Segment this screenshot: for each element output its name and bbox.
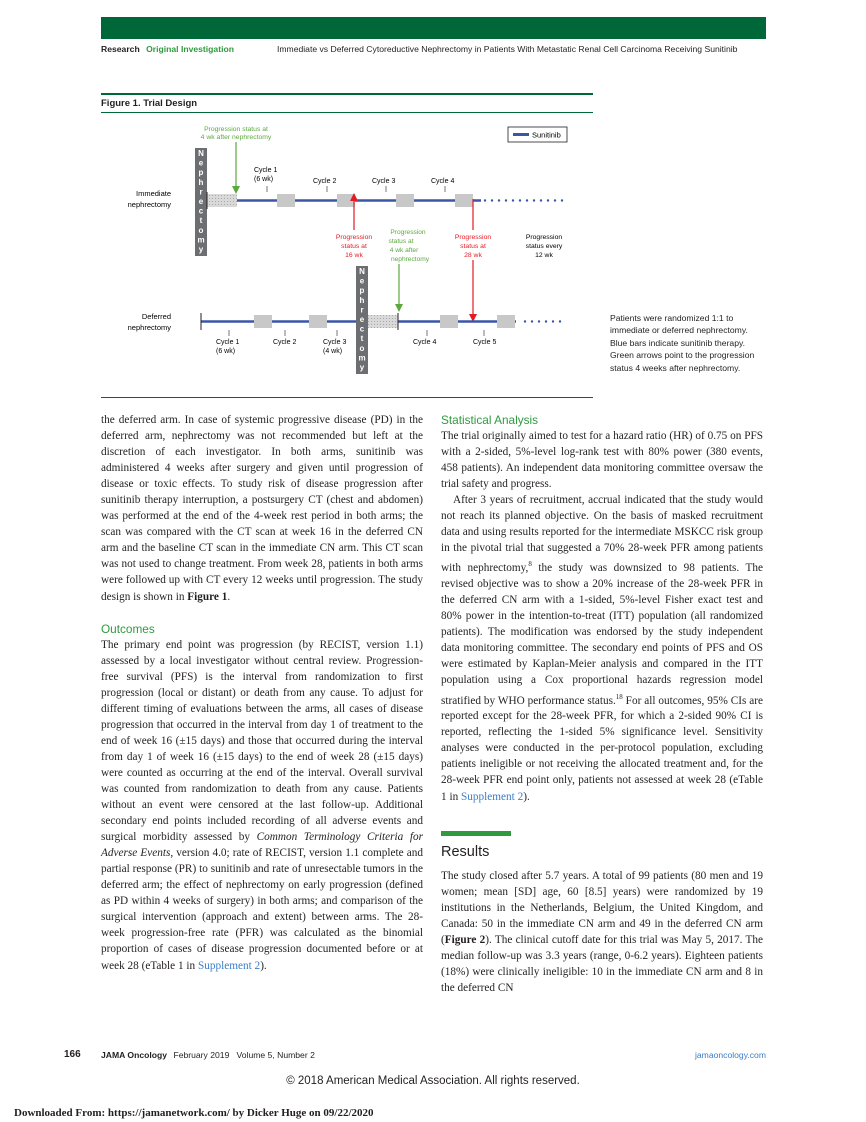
immediate-row-label-1: Immediate xyxy=(135,189,171,198)
every12-line-2: status every xyxy=(525,243,563,250)
results-heading: Results xyxy=(441,843,490,860)
nephrectomy-letter: e xyxy=(198,158,204,168)
figure-title: Figure 1. Trial Design xyxy=(101,98,198,109)
nephrectomy-letter: e xyxy=(198,197,204,206)
nephrectomy-letter: h xyxy=(198,177,204,187)
nephrectomy-letter: p xyxy=(198,168,204,178)
every12-line-1: Progression xyxy=(525,234,563,241)
deferred-cycle-2: Cycle 2 xyxy=(273,339,297,346)
immediate-cycle-2: Cycle 2 xyxy=(313,178,337,185)
copyright-notice: © 2018 American Medical Association. All rights reserved. xyxy=(286,1075,580,1087)
figure-2-ref[interactable]: Figure 2 xyxy=(444,933,486,946)
red16-line-3: 16 wk xyxy=(345,252,363,259)
immediate-row-label-2: nephrectomy xyxy=(127,200,171,209)
issue-info: February 2019 Volume 5, Number 2 xyxy=(173,1050,315,1060)
supplement-2-link[interactable]: Supplement 2 xyxy=(198,959,261,972)
page-number: 166 xyxy=(64,1049,81,1060)
immediate-break-2 xyxy=(337,194,355,207)
nephrectomy-band-deferred xyxy=(356,266,368,374)
green-mid-line-3: 4 wk after xyxy=(389,247,419,254)
immediate-cycle-1-duration: (6 wk) xyxy=(254,176,274,183)
paragraph-4: After 3 years of recruitment, accrual indicated that the study would not reach its planned objective. On the basis of masked recruitment data and using results reported for the intermediate MSKCC risk group in the pivotal trial that suggested a 70% 28-week PFR among patients with nephrectomy,$^8$ the study was downsized to 98 patients. The revised objective was to show a 20% increase of the 28-week PFR in the deferred CN arm with a 1-sided, 5%-level Fisher exact test and 80% power in the intention-to-treat (ITT) population (all randomized patients). The modification was endorsed by the study independent data monitoring committee. The secondary end points of PFS and OS were estimated by Kaplan-Meier analysis and compared in the ITT population using a Cox proportional hazards regression model stratified by WHO performance status.$^{18}$ For all outcomes, 95% CIs are reported except for the 28-week PFR, for which a 2-sided 90% CI is reported, reflecting the 1-sided 5% significance level. Sensitivity analyses were conducted in the per-protocol population, excluding patients ineligible or not receiving the allocated treatment and, for the 28-week PFR end point only, patients not assessed at week 28 (eTable 1 in Supplement 2). xyxy=(441,494,764,803)
immediate-cycle-1: Cycle 1 xyxy=(254,167,278,174)
nephrectomy-letter: r xyxy=(199,187,203,197)
top-green-label-1: Progression status at xyxy=(204,126,268,133)
deferred-cycle-3: Cycle 3 xyxy=(323,339,347,346)
subsection-label: Original Investigation xyxy=(146,44,234,54)
legend xyxy=(508,127,567,142)
deferred-cycle-3-duration: (4 wk) xyxy=(323,348,343,355)
deferred-cycle-1: Cycle 1 xyxy=(216,339,240,346)
section-label: Research xyxy=(101,44,140,54)
statistical-analysis-heading: Statistical Analysis xyxy=(441,413,539,427)
paragraph-5: The study closed after 5.7 years. A total of 99 patients (80 men and 19 women; mean [SD] age, 60 [8.5] years) were randomized by 19 institutions in the Netherlands, Belgium, the United Kingdom, and Canada: 50 in the immediate CN arm and 49 in the deferred CN arm (Figure 2). The clinical cutoff date for this trial was May 5, 2017. The median follow-up was 3.3 years (range, 0-6.2 years). Eighteen patients (18%) were clinically ineligible: 10 in the immediate CN arm and 8 in the deferred CN xyxy=(441,869,763,994)
deferred-rest-block xyxy=(368,315,398,328)
deferred-row-label-1: Deferred xyxy=(141,312,171,321)
deferred-break-2 xyxy=(309,315,327,328)
nephrectomy-letter: y xyxy=(359,363,365,372)
immediate-cycle-3: Cycle 3 xyxy=(372,178,396,185)
page-footer xyxy=(64,1049,766,1060)
nephrectomy-letter: t xyxy=(360,334,364,344)
nephrectomy-band-immediate xyxy=(195,148,207,256)
green-mid-line-2: status at xyxy=(388,238,414,245)
immediate-cycle-ticks xyxy=(267,186,445,192)
nephrectomy-letter: p xyxy=(359,286,365,296)
immediate-break-3 xyxy=(396,194,414,207)
nephrectomy-letter: c xyxy=(198,206,204,216)
nephrectomy-letter: y xyxy=(198,245,204,254)
green-mid-line-4: nephrectomy xyxy=(390,256,430,263)
nephrectomy-letter: t xyxy=(199,216,203,226)
deferred-cycle-5: Cycle 5 xyxy=(473,339,497,346)
immediate-break-1 xyxy=(277,194,295,207)
running-title: Immediate vs Deferred Cytoreductive Nephrectomy in Patients With Metastatic Renal Cell Carcinoma Receiving Sunitinib xyxy=(277,44,738,54)
right-column xyxy=(441,412,763,996)
nephrectomy-letter: o xyxy=(198,225,204,235)
red28-line-2: status at xyxy=(460,243,486,250)
outcomes-heading: Outcomes xyxy=(101,621,155,636)
journal-top-bar xyxy=(101,17,766,39)
nephrectomy-letter: c xyxy=(359,324,365,334)
supplement-2-link-2[interactable]: Supplement 2 xyxy=(461,790,524,803)
nephrectomy-letter: m xyxy=(197,235,205,245)
results-accent-bar xyxy=(441,831,511,836)
every12-line-3: 12 wk xyxy=(535,252,553,259)
left-column xyxy=(101,412,423,974)
deferred-break-3 xyxy=(440,315,458,328)
immediate-dots xyxy=(484,199,563,201)
deferred-dots xyxy=(524,320,561,322)
trial-design-diagram xyxy=(101,120,593,382)
figure-1-ref[interactable]: Figure 1 xyxy=(187,590,228,603)
immediate-rest-block xyxy=(207,194,237,207)
deferred-row-label-2: nephrectomy xyxy=(127,323,171,332)
red28-line-3: 28 wk xyxy=(464,252,482,259)
figure-top-rule xyxy=(101,93,593,95)
top-green-label-2: 4 wk after nephrectomy xyxy=(200,134,272,141)
nephrectomy-letter: r xyxy=(360,305,364,315)
nephrectomy-letter: h xyxy=(359,295,365,305)
nephrectomy-letter: m xyxy=(358,353,366,363)
deferred-cycle-4: Cycle 4 xyxy=(413,339,437,346)
red16-line-1: Progression xyxy=(335,234,373,241)
journal-url[interactable]: jamaoncology.com xyxy=(694,1050,766,1060)
nephrectomy-letter: o xyxy=(359,343,365,353)
nephrectomy-letter: e xyxy=(359,315,365,324)
paragraph-1: the deferred arm. In case of systemic progressive disease (PD) in the deferred arm, nephrectomy was not recommended but left at the discretion of each investigator. In both arms, sunitinib was administered 4 weeks after surgery and given until progression of disease or toxic effects. To study risk of disease progression after sunitinib therapy interruption, a postsurgery CT (chest and abdomen) was performed at the end of the 4-week rest period in both arms; the scan was compared with the CT scan at week 16 in the deferred CN arm and the baseline CT scan in the immediate CN arm. This CT scan was not used to change treatment. From week 28, patients in both arms were followed up with CT every 12 weeks until progression. The study design is shown in Figure 1. xyxy=(101,414,423,603)
immediate-break-4 xyxy=(455,194,473,207)
red28-line-1: Progression xyxy=(454,234,492,241)
figure-title-rule xyxy=(101,112,593,113)
deferred-cycle-1-duration: (6 wk) xyxy=(216,348,236,355)
deferred-break-4 xyxy=(497,315,515,328)
nephrectomy-letter: N xyxy=(359,267,365,276)
nephrectomy-letter: e xyxy=(359,276,365,286)
figure-bottom-rule xyxy=(101,397,593,398)
green-mid-line-1: Progression xyxy=(390,229,426,236)
immediate-cycle-4: Cycle 4 xyxy=(431,178,455,185)
download-stamp: Downloaded From: https://jamanetwork.com/ by Dicker Huge on 09/22/2020 xyxy=(14,1107,374,1119)
paragraph-3: The trial originally aimed to test for a hazard ratio (HR) of 0.75 on PFS with a 2-sided, 5%-level log-rank test with 80% power (380 events, 458 patients). An independent data monitoring committee oversaw the trial safety and progress. xyxy=(441,430,763,491)
running-header xyxy=(101,44,766,54)
nephrectomy-letter: N xyxy=(198,149,204,158)
paragraph-2: The primary end point was progression (by RECIST, version 1.1) assessed by a local investigator without central review. Progression-free survival (PFS) is the interval from randomization to first progression (local or distant) or death from any cause. To adjust for different timing of evaluations between the arms, all cases of disease progression that occurred in the interval from day 1 of treatment to the end of week 16 (±15 days) and those that occurred during the interval from day 1 of week 16 (±15 days) to the end of week 28 (±15 days) were counted as occurring at the end of the interval. Overall survival was counted from randomization to death from any cause. Patients without an event were censored at the last follow-up. Additional secondary end points included recording of all adverse events and surgical morbidity assessed by Common Terminology Criteria for Adverse Events, version 4.0; rate of RECIST, version 1.1 complete and partial response (PR) to sunitinib and rate of unresectable tumors in the deferred arm; the effect of nephrectomy on early progression (defined as PD within 4 weeks of surgery) in both arms; and comparison of the surgical intervention (approach and extent) between arms. The 28-week progression-free rate (PFR) was calculated as the binomial proportion of cases of disease progression documented before or at week 28 (eTable 1 in Supplement 2). xyxy=(101,638,423,972)
legend-label: Sunitinib xyxy=(532,130,561,140)
deferred-break-1 xyxy=(254,315,272,328)
figure-caption: Patients were randomized 1:1 to immediate or deferred nephrectomy. Blue bars indicate sunitinib therapy. Green arrows point to the progression status 4 weeks after nephrectomy. xyxy=(610,313,755,373)
red16-line-2: status at xyxy=(341,243,367,250)
journal-name: JAMA Oncology xyxy=(101,1050,168,1060)
